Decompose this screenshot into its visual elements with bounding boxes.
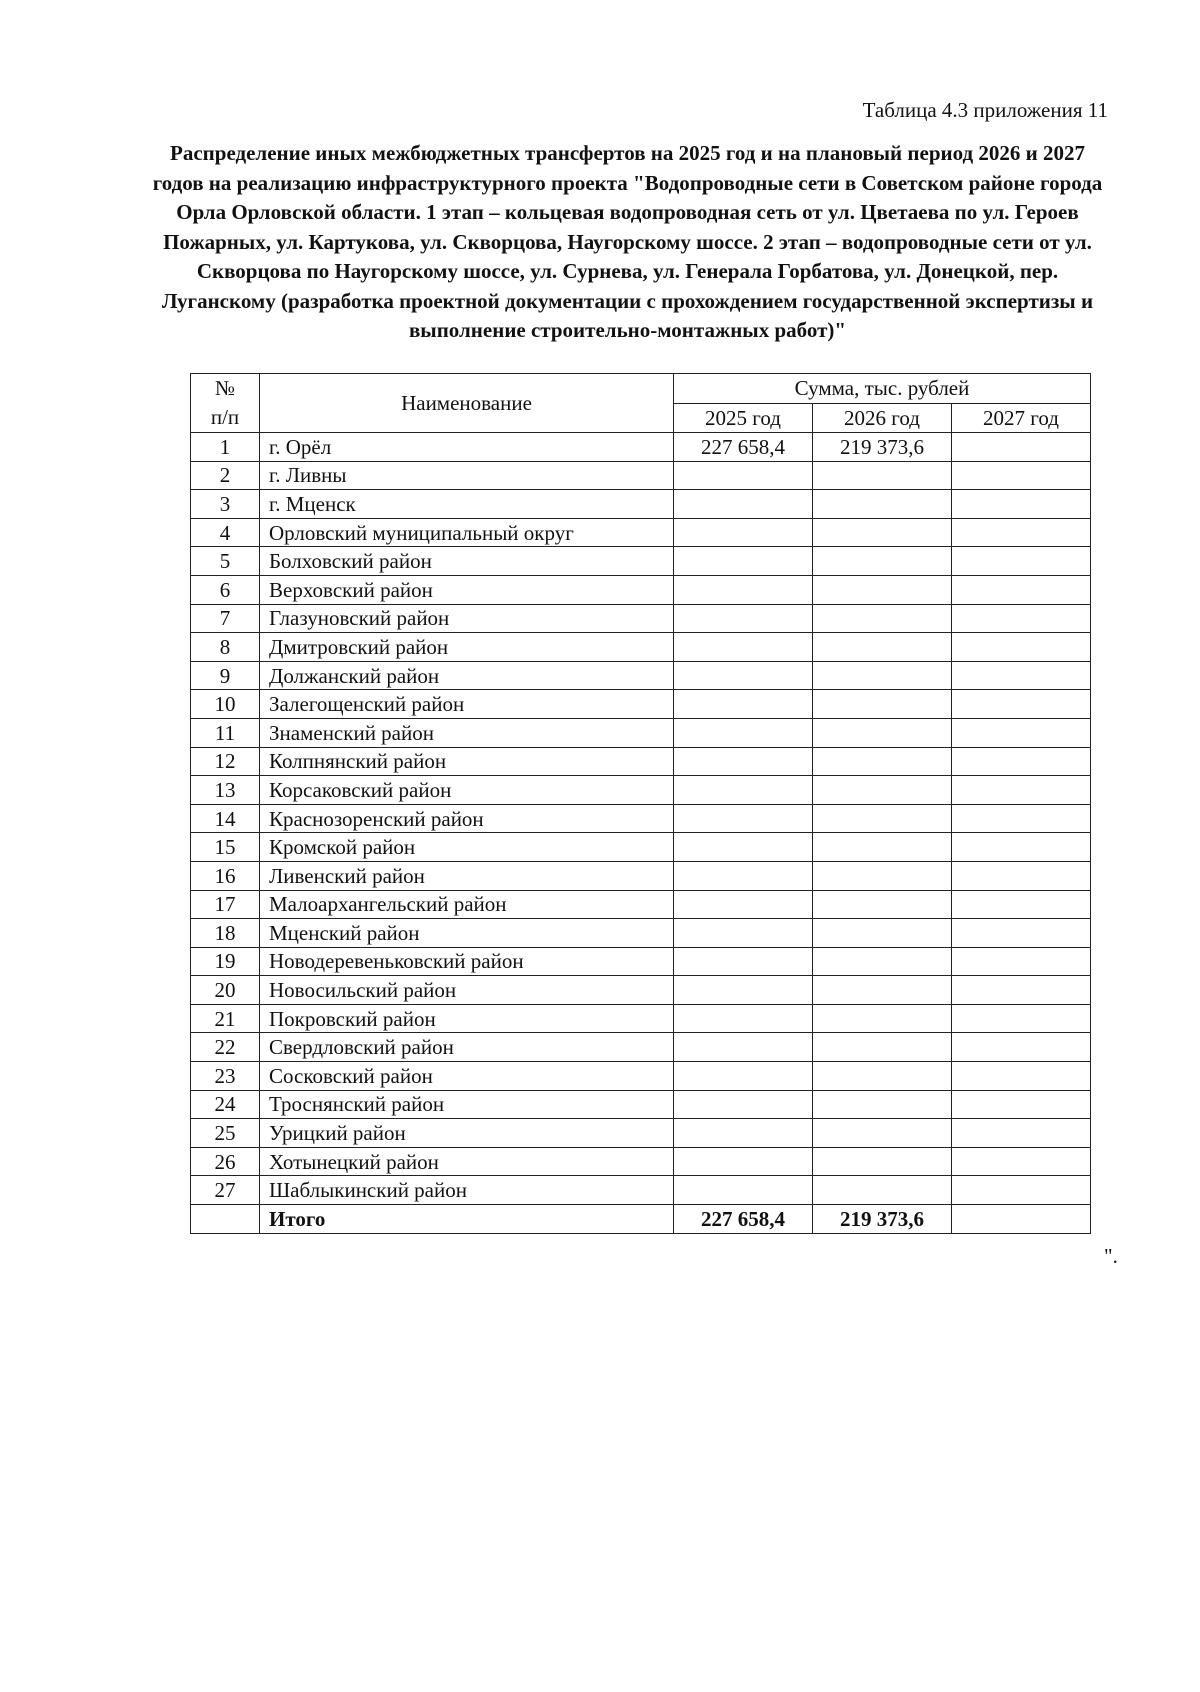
row-value-2027: [952, 861, 1091, 890]
row-name: Троснянский район: [260, 1090, 674, 1119]
row-number: 14: [191, 804, 260, 833]
table-row: [191, 1119, 1091, 1148]
row-value-2027: [952, 633, 1091, 662]
row-name: Шаблыкинский район: [260, 1176, 674, 1205]
row-name: Урицкий район: [260, 1119, 674, 1148]
row-value-2025: [674, 690, 813, 719]
row-value-2027: [952, 1205, 1091, 1234]
row-name: Малоархангельский район: [260, 890, 674, 919]
row-value-2025: [674, 833, 813, 862]
table-row: [191, 604, 1091, 633]
row-number: 15: [191, 833, 260, 862]
row-number: 9: [191, 661, 260, 690]
row-name: Залегощенский район: [260, 690, 674, 719]
row-name: Дмитровский район: [260, 633, 674, 662]
row-name: Итого: [260, 1205, 674, 1234]
row-value-2026: [813, 1004, 952, 1033]
row-value-2026: [813, 776, 952, 805]
row-value-2026: [813, 1176, 952, 1205]
row-value-2026: [813, 575, 952, 604]
header-sum: Сумма, тыс. рублей: [674, 374, 1091, 404]
table-row: [191, 804, 1091, 833]
row-name: Знаменский район: [260, 718, 674, 747]
row-value-2026: [813, 661, 952, 690]
header-number-symbol: №: [214, 376, 236, 400]
allocation-table: [190, 373, 1091, 1234]
row-value-2026: [813, 804, 952, 833]
table-row: [191, 461, 1091, 490]
row-value-2026: [813, 976, 952, 1005]
table-reference: Таблица 4.3 приложения 11: [862, 98, 1108, 122]
row-value-2026: [813, 604, 952, 633]
table-row: [191, 690, 1091, 719]
row-value-2026: [813, 1090, 952, 1119]
row-value-2026: 219 373,6: [813, 433, 952, 462]
row-value-2025: [674, 1147, 813, 1176]
row-value-2027: [952, 1176, 1091, 1205]
table-row: [191, 1033, 1091, 1062]
row-value-2027: [952, 1119, 1091, 1148]
row-number: 20: [191, 976, 260, 1005]
row-value-2025: [674, 890, 813, 919]
row-value-2027: [952, 1004, 1091, 1033]
table-row: [191, 718, 1091, 747]
row-number: 1: [191, 433, 260, 462]
table-row: [191, 747, 1091, 776]
row-number: 3: [191, 490, 260, 519]
table-row: [191, 976, 1091, 1005]
table-row: [191, 661, 1091, 690]
row-value-2026: [813, 547, 952, 576]
row-number: 5: [191, 547, 260, 576]
row-number: 27: [191, 1176, 260, 1205]
row-number: 17: [191, 890, 260, 919]
table-row: [191, 518, 1091, 547]
header-year-2027: 2027 год: [952, 403, 1091, 433]
table-row: [191, 947, 1091, 976]
header-number-abbr: п/п: [210, 405, 240, 429]
row-value-2025: [674, 919, 813, 948]
row-value-2026: [813, 919, 952, 948]
row-name: Колпнянский район: [260, 747, 674, 776]
row-value-2027: [952, 833, 1091, 862]
row-value-2027: [952, 1090, 1091, 1119]
row-value-2027: [952, 547, 1091, 576]
row-number: 18: [191, 919, 260, 948]
table-row: [191, 433, 1091, 462]
row-value-2025: [674, 776, 813, 805]
row-value-2027: [952, 690, 1091, 719]
row-value-2026: [813, 1033, 952, 1062]
row-value-2026: [813, 861, 952, 890]
row-value-2025: [674, 718, 813, 747]
row-name: г. Орёл: [260, 433, 674, 462]
row-value-2027: [952, 718, 1091, 747]
row-value-2027: [952, 1033, 1091, 1062]
row-value-2025: 227 658,4: [674, 1205, 813, 1234]
row-value-2025: [674, 490, 813, 519]
table-row: [191, 547, 1091, 576]
row-value-2025: [674, 633, 813, 662]
table-row: [191, 833, 1091, 862]
row-name: Хотынецкий район: [260, 1147, 674, 1176]
row-value-2027: [952, 919, 1091, 948]
row-value-2026: [813, 890, 952, 919]
row-number: 16: [191, 861, 260, 890]
row-value-2025: [674, 1090, 813, 1119]
table-row: [191, 490, 1091, 519]
row-value-2026: [813, 833, 952, 862]
row-value-2027: [952, 518, 1091, 547]
row-name: Верховский район: [260, 575, 674, 604]
table-row: [191, 776, 1091, 805]
row-name: Свердловский район: [260, 1033, 674, 1062]
row-name: Корсаковский район: [260, 776, 674, 805]
row-number: 2: [191, 461, 260, 490]
header-number-cell: [191, 374, 260, 433]
row-name: Новодеревеньковский район: [260, 947, 674, 976]
row-number: 8: [191, 633, 260, 662]
row-value-2027: [952, 461, 1091, 490]
row-number: 12: [191, 747, 260, 776]
row-value-2025: [674, 861, 813, 890]
row-number: 4: [191, 518, 260, 547]
table-row: [191, 575, 1091, 604]
row-value-2025: [674, 1062, 813, 1091]
row-number: 25: [191, 1119, 260, 1148]
row-value-2026: [813, 1147, 952, 1176]
row-value-2025: [674, 461, 813, 490]
row-number: 22: [191, 1033, 260, 1062]
row-value-2025: [674, 947, 813, 976]
table-total-row: [191, 1205, 1091, 1234]
row-name: Покровский район: [260, 1004, 674, 1033]
row-value-2026: [813, 1062, 952, 1091]
row-number: 23: [191, 1062, 260, 1091]
row-value-2025: [674, 976, 813, 1005]
row-value-2026: [813, 461, 952, 490]
row-name: Должанский район: [260, 661, 674, 690]
row-number: 6: [191, 575, 260, 604]
row-value-2027: [952, 490, 1091, 519]
row-value-2027: [952, 1062, 1091, 1091]
row-value-2026: [813, 1119, 952, 1148]
table-header-row-1: [191, 374, 1091, 404]
row-value-2026: 219 373,6: [813, 1205, 952, 1234]
row-value-2027: [952, 747, 1091, 776]
row-value-2027: [952, 433, 1091, 462]
row-value-2025: [674, 804, 813, 833]
row-value-2027: [952, 947, 1091, 976]
row-value-2025: [674, 1004, 813, 1033]
row-value-2027: [952, 804, 1091, 833]
table-row: [191, 1062, 1091, 1091]
row-name: Мценский район: [260, 919, 674, 948]
row-value-2025: [674, 747, 813, 776]
row-number: 24: [191, 1090, 260, 1119]
row-value-2025: [674, 604, 813, 633]
table-row: [191, 1176, 1091, 1205]
row-value-2027: [952, 776, 1091, 805]
row-name: Болховский район: [260, 547, 674, 576]
table-row: [191, 1004, 1091, 1033]
header-year-2025: 2025 год: [674, 403, 813, 433]
row-value-2025: [674, 1119, 813, 1148]
table-row: [191, 919, 1091, 948]
document-title: Распределение иных межбюджетных трансфертов на 2025 год и на плановый период 2026 и 2027 годов на реализацию инфраструктурного проекта "Водопроводные сети в Советском районе города Орла Орловской области. 1 этап – кольцевая водопроводная сеть от ул. Цветаева по ул. Героев Пожарных, ул. Картукова, ул. Скворцова, Наугорскому шоссе. 2 этап – водопроводные сети от ул. Скворцова по Наугорскому шоссе, ул. Сурнева, ул. Генерала Горбатова, ул. Донецкой, пер. Луганскому (разработка проектной документации с прохождением государственной экспертизы и выполнение строительно-монтажных работ)": [152, 141, 1103, 342]
row-name: Новосильский район: [260, 976, 674, 1005]
row-value-2025: [674, 661, 813, 690]
row-value-2025: [674, 547, 813, 576]
row-number: 19: [191, 947, 260, 976]
table-row: [191, 861, 1091, 890]
row-name: Глазуновский район: [260, 604, 674, 633]
row-number: 11: [191, 718, 260, 747]
row-name: Кромской район: [260, 833, 674, 862]
row-name: г. Ливны: [260, 461, 674, 490]
row-value-2025: 227 658,4: [674, 433, 813, 462]
row-value-2026: [813, 518, 952, 547]
row-value-2027: [952, 661, 1091, 690]
row-value-2027: [952, 1147, 1091, 1176]
row-name: Ливенский район: [260, 861, 674, 890]
row-value-2027: [952, 575, 1091, 604]
row-value-2026: [813, 718, 952, 747]
row-value-2026: [813, 947, 952, 976]
table-row: [191, 1147, 1091, 1176]
table-row: [191, 1090, 1091, 1119]
row-number: 10: [191, 690, 260, 719]
row-name: г. Мценск: [260, 490, 674, 519]
row-value-2026: [813, 490, 952, 519]
table-row: [191, 633, 1091, 662]
row-value-2025: [674, 518, 813, 547]
row-value-2027: [952, 604, 1091, 633]
row-value-2026: [813, 747, 952, 776]
row-value-2026: [813, 633, 952, 662]
header-year-2026: 2026 год: [813, 403, 952, 433]
row-name: Сосковский район: [260, 1062, 674, 1091]
closing-quote-mark: ".: [1104, 1244, 1118, 1268]
row-number: 21: [191, 1004, 260, 1033]
row-value-2027: [952, 890, 1091, 919]
row-number: 26: [191, 1147, 260, 1176]
row-number: [191, 1205, 260, 1234]
row-name: Краснозоренский район: [260, 804, 674, 833]
row-value-2025: [674, 575, 813, 604]
table-row: [191, 890, 1091, 919]
row-value-2027: [952, 976, 1091, 1005]
row-name: Орловский муниципальный округ: [260, 518, 674, 547]
row-value-2025: [674, 1033, 813, 1062]
row-number: 7: [191, 604, 260, 633]
row-value-2026: [813, 690, 952, 719]
row-value-2025: [674, 1176, 813, 1205]
header-name: Наименование: [260, 374, 674, 433]
row-number: 13: [191, 776, 260, 805]
